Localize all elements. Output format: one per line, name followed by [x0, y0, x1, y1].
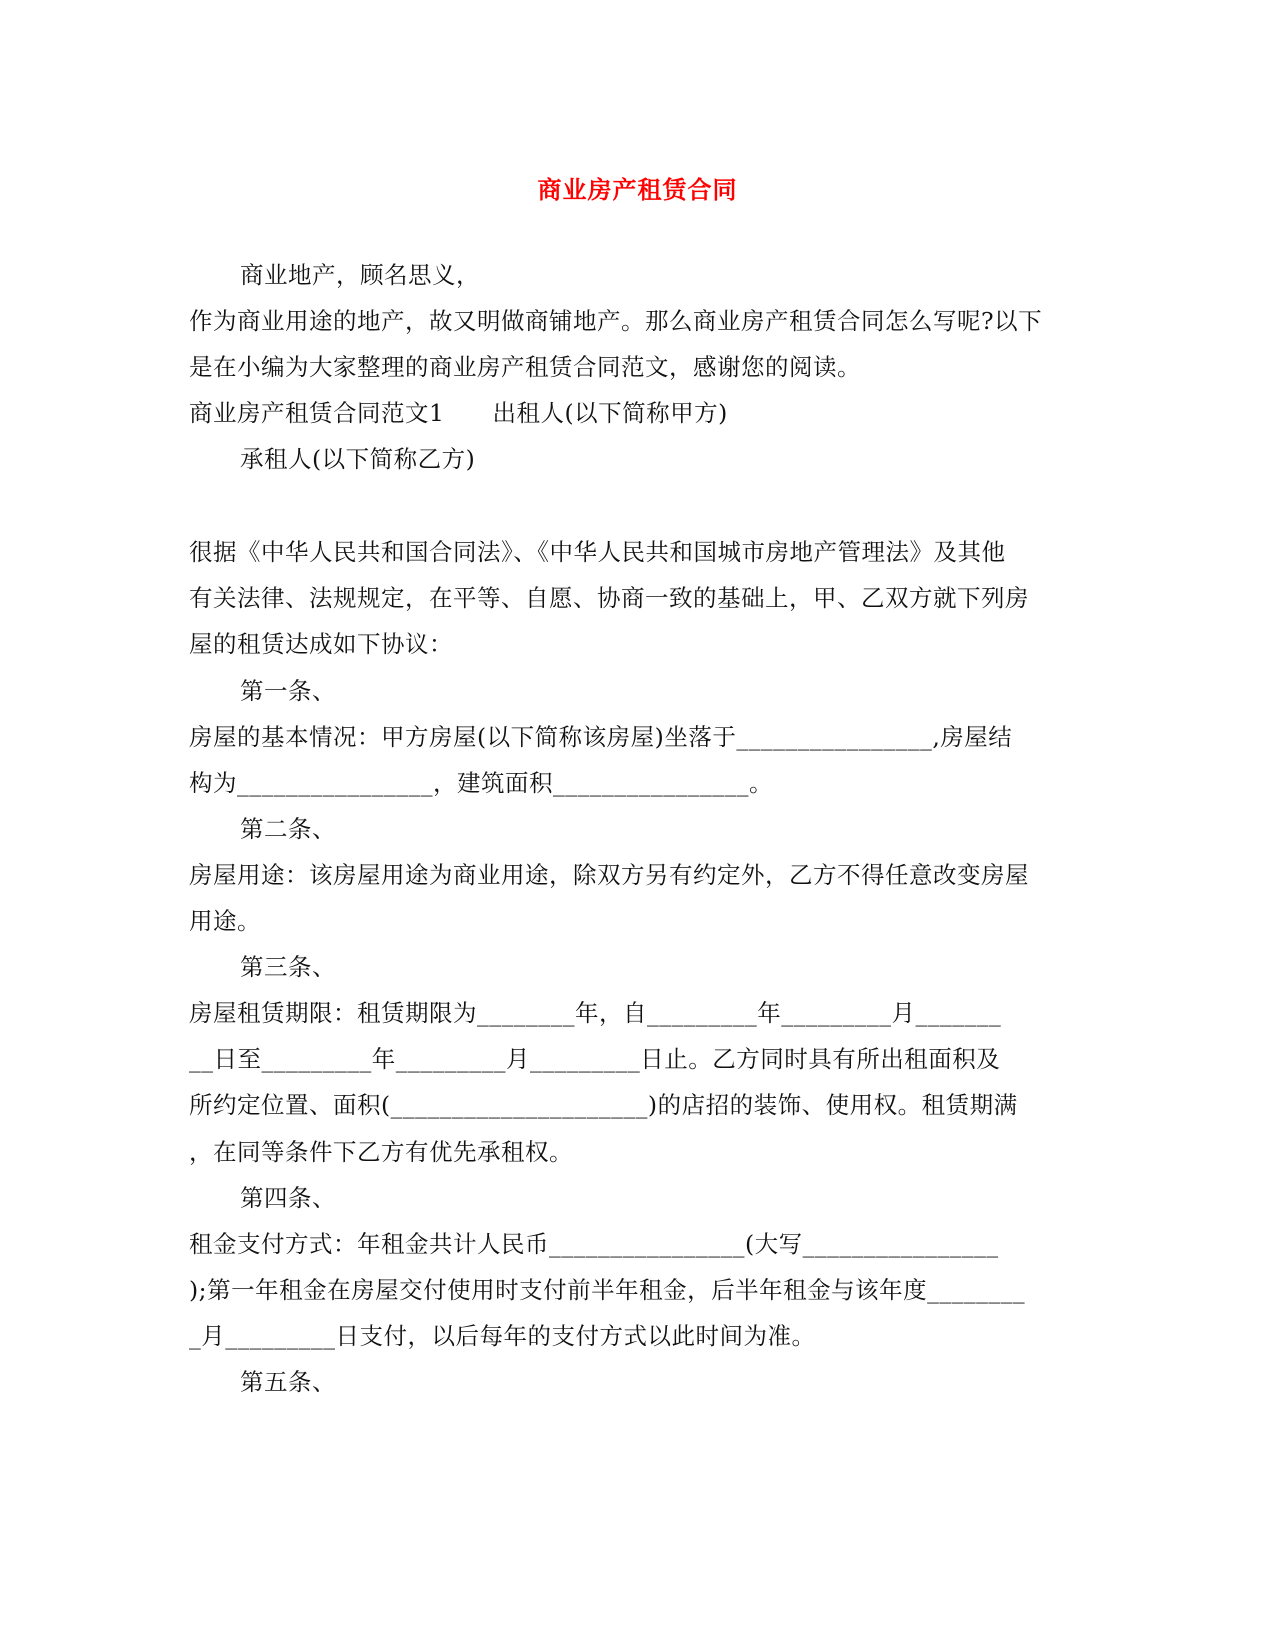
- paragraph-line: 商业房产租赁合同范文1 出租人(以下简称甲方): [189, 399, 728, 427]
- paragraph-line: _月_________日支付，以后每年的支付方式以此时间为准。: [189, 1322, 816, 1350]
- paragraph-line: 构为________________，建筑面积________________。: [189, 769, 773, 797]
- paragraph-line: 是在小编为大家整理的商业房产租赁合同范文，感谢您的阅读。: [189, 353, 861, 381]
- paragraph-line: 承租人(以下简称乙方): [240, 445, 476, 473]
- article-heading: 第五条、: [240, 1368, 336, 1396]
- paragraph-line: 商业地产，顾名思义，: [240, 261, 480, 289]
- paragraph-line: 很据《中华人民共和国合同法》、《中华人民共和国城市房地产管理法》及其他: [189, 538, 1006, 566]
- paragraph-line: 屋的租赁达成如下协议：: [189, 630, 453, 658]
- paragraph-line: 作为商业用途的地产，故又明做商铺地产。那么商业房产租赁合同怎么写呢?以下: [189, 307, 1043, 335]
- paragraph-line: 房屋的基本情况：甲方房屋(以下简称该房屋)坐落于________________,房屋结: [189, 723, 1013, 751]
- paragraph-line: __日至_________年_________月_________日止。乙方同时具有所出租面积及: [189, 1045, 1001, 1073]
- paragraph-line: 有关法律、法规规定，在平等、自愿、协商一致的基础上，甲、乙双方就下列房: [189, 584, 1029, 612]
- document-title: 商业房产租赁合同: [537, 175, 738, 204]
- article-heading: 第一条、: [240, 677, 336, 705]
- paragraph-line: 所约定位置、面积(_____________________)的店招的装饰、使用权。租赁期满: [189, 1091, 1018, 1119]
- paragraph-line: 用途。: [189, 907, 261, 935]
- paragraph-line: );第一年租金在房屋交付使用时支付前半年租金，后半年租金与该年度________: [189, 1276, 1026, 1304]
- paragraph-line: 房屋租赁期限：租赁期限为________年，自_________年_________月_______: [189, 999, 1002, 1027]
- article-heading: 第三条、: [240, 953, 336, 981]
- paragraph-line: 租金支付方式：年租金共计人民币________________(大写________________: [189, 1230, 999, 1258]
- paragraph-line: ，在同等条件下乙方有优先承租权。: [189, 1138, 573, 1166]
- article-heading: 第四条、: [240, 1184, 336, 1212]
- article-heading: 第二条、: [240, 815, 336, 843]
- paragraph-line: 房屋用途：该房屋用途为商业用途，除双方另有约定外，乙方不得任意改变房屋: [189, 861, 1029, 889]
